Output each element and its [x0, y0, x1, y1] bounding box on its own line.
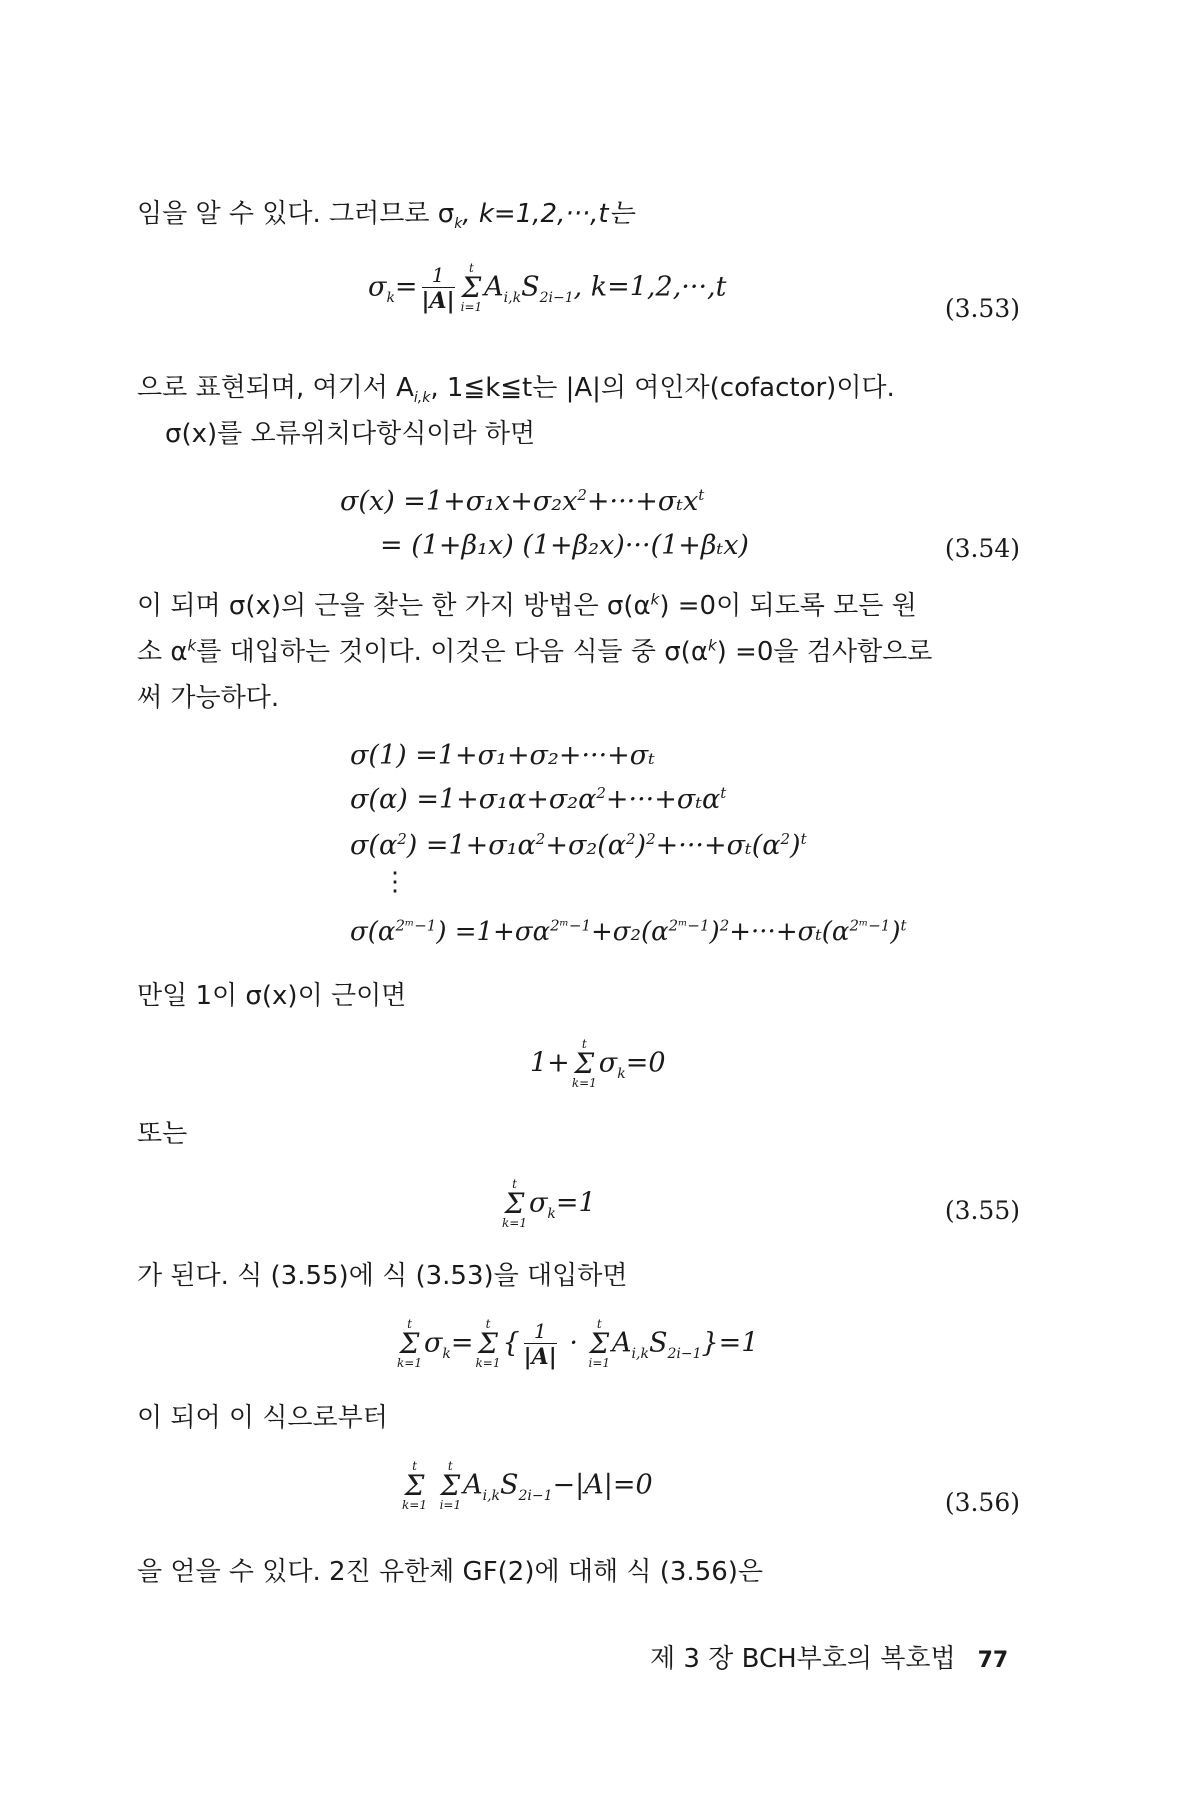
eqB-hi1: t	[407, 1317, 412, 1331]
eqB-brace: {	[502, 1327, 520, 1359]
sigma-symbol: Σ	[461, 271, 482, 304]
sigma-eq-alpha2	[350, 830, 807, 862]
s3b: ) =1+σ₁α	[406, 830, 536, 861]
sigma-eq-alpha	[350, 784, 726, 816]
eqB-A: A	[612, 1327, 632, 1359]
eq353-tail: , k=1,2,···,t	[573, 271, 727, 303]
eqB-lo2: k=1	[475, 1356, 501, 1370]
equation-substitution	[395, 1318, 758, 1370]
eq353-sum-hi: t	[468, 261, 474, 275]
eq353-frac-top: 1	[422, 263, 455, 288]
equation-3-55	[500, 1178, 596, 1230]
s4-sup6: t	[900, 916, 907, 935]
eq353-S: S	[521, 271, 540, 303]
s3d: )	[635, 830, 647, 861]
eqB-lo1: k=1	[397, 1356, 422, 1370]
line5-sup2: k	[707, 636, 717, 655]
sigma-symbol: Σ	[399, 1327, 420, 1360]
line5-mid: 를 대입하는 것이다. 이것은 다음 식들 중 σ(α	[196, 637, 708, 667]
eq356-S-sub: 2i−1	[518, 1487, 553, 1504]
sigma-symbol: Σ	[589, 1327, 610, 1360]
sigma-symbol: Σ	[504, 1187, 525, 1220]
equation-3-53	[368, 262, 726, 314]
s4-sup5: 2ᵐ−1	[849, 916, 891, 935]
s3c: +σ₂(α	[545, 830, 626, 861]
s3a: σ(α	[350, 830, 398, 861]
sigma-symbol: Σ	[478, 1327, 498, 1360]
eq356-S: S	[500, 1469, 519, 1501]
eqA-sub: k	[617, 1065, 626, 1082]
eq353-sum-lo: i=1	[460, 300, 483, 314]
eq356-sum2	[440, 1460, 462, 1512]
sigma-symbol: Σ	[574, 1047, 595, 1080]
s4b: ) =1+σα	[436, 917, 551, 947]
text-line-1	[137, 198, 634, 233]
eq356-post: −|A|=0	[552, 1469, 653, 1501]
vertical-ellipsis: ⋮	[382, 867, 408, 897]
eq356-sum1	[402, 1460, 427, 1512]
page-number: 77	[977, 1648, 1009, 1673]
sigma-eq-alpha-2m	[350, 916, 907, 948]
s2-sup: 2	[596, 784, 606, 802]
line2-sub: i,k	[413, 390, 431, 407]
eq353-S-sub: 2i−1	[539, 289, 574, 306]
eqB-S: S	[648, 1327, 668, 1359]
eq355-sum	[502, 1178, 527, 1230]
line1-text: 임을 알 수 있다. 그러므로 σ	[137, 199, 455, 229]
eq353-eq: =	[394, 271, 418, 303]
text-line-10: 이 되어 이 식으로부터	[137, 1403, 388, 1433]
eqB-sum3	[589, 1318, 611, 1370]
text-line-11: 을 얻을 수 있다. 2진 유한체 GF(2)에 대해 식 (3.56)은	[137, 1557, 764, 1587]
line5-sup: k	[187, 636, 197, 655]
eqA-post: =0	[625, 1047, 666, 1079]
s3f: )	[790, 830, 801, 861]
eqB-eq: =	[450, 1327, 474, 1359]
s3-sup1: 2	[397, 830, 407, 848]
eqA-sum	[572, 1038, 597, 1090]
eq355-lo: k=1	[502, 1216, 527, 1230]
line1-sub: k	[454, 216, 463, 233]
eq353-A: A	[484, 271, 504, 303]
eqB-lo3: i=1	[588, 1356, 611, 1370]
eqB-dot: ·	[560, 1327, 587, 1359]
s4f: )	[890, 917, 901, 947]
text-line-7: 만일 1이 σ(x)이 근이면	[137, 981, 407, 1011]
s4d: )	[709, 917, 720, 947]
s4a: σ(α	[350, 917, 396, 947]
eqB-hi3: t	[596, 1317, 602, 1331]
line5-tail: ) =0을 검사함으로	[716, 637, 933, 667]
s3-sup4: 2	[646, 830, 656, 848]
eqB-s1-sub: k	[442, 1345, 451, 1362]
eqB-s1: σ	[423, 1327, 443, 1359]
equation-number-3-55: (3.55)	[944, 1196, 1020, 1225]
eq356-hi1: t	[412, 1459, 417, 1473]
eq354-a2: +···+σₜx	[586, 486, 699, 517]
line1-tail: , k=1,2,···,t는	[462, 199, 634, 229]
s2a: σ(α) =1+σ₁α+σ₂α	[350, 784, 597, 815]
line4-sup: k	[650, 590, 660, 609]
eqB-S-sub: 2i−1	[667, 1345, 702, 1362]
eq355-body: σ	[528, 1187, 548, 1219]
sigma-eq-1: σ(1) =1+σ₁+σ₂+···+σₜ	[350, 740, 655, 771]
eq354-a-sup: 2	[577, 486, 587, 504]
text-line-4	[137, 590, 917, 622]
eqB-post: }=1	[701, 1327, 759, 1359]
eq354-a2-sup: t	[698, 486, 705, 504]
line2-tail: , 1≦k≦t는 |A|의 여인자(cofactor)이다.	[430, 373, 895, 403]
eqB-hi2: t	[485, 1317, 491, 1331]
eq356-lo2: i=1	[439, 1498, 462, 1512]
s3e: +···+σₜ(α	[655, 830, 781, 861]
s2b: +···+σₜα	[605, 784, 721, 815]
s4-sup1: 2ᵐ−1	[395, 916, 437, 935]
s4-sup4: 2	[719, 916, 730, 935]
equation-3-56	[400, 1460, 653, 1512]
eqB-fbot: |A|	[523, 1343, 557, 1370]
line5-text: 소 α	[137, 637, 188, 667]
text-line-3: σ(x)를 오류위치다항식이라 하면	[165, 419, 536, 449]
eqA-hi: t	[581, 1037, 587, 1051]
s3-sup3: 2	[625, 830, 636, 848]
eq356-A-sub: i,k	[482, 1487, 501, 1504]
eq355-sub: k	[547, 1205, 556, 1222]
eq354-a: σ(x) =1+σ₁x+σ₂x	[340, 486, 578, 517]
text-line-8: 또는	[137, 1119, 188, 1149]
eq353-A-sub: i,k	[503, 289, 522, 306]
eq355-post: =1	[555, 1187, 596, 1219]
line4-text: 이 되며 σ(x)의 근을 찾는 한 가지 방법은 σ(α	[137, 591, 651, 621]
s4-sup2: 2ᵐ−1	[550, 916, 591, 935]
eq353-lhs: σ	[368, 271, 387, 303]
eqB-ftop: 1	[524, 1319, 557, 1344]
eq356-hi2: t	[447, 1459, 453, 1473]
line2-text: 으로 표현되며, 여기서 A	[137, 373, 414, 403]
eqA-body: σ	[598, 1047, 618, 1079]
eq353-frac-bot: |A|	[421, 287, 455, 314]
s4-sup3: 2ᵐ−1	[668, 916, 710, 935]
equation-number-3-56: (3.56)	[944, 1488, 1020, 1517]
equation-sum-zero	[530, 1038, 666, 1090]
sigma-symbol: Σ	[440, 1469, 461, 1502]
eq353-lhs-sub: k	[386, 289, 395, 306]
eq356-A: A	[463, 1469, 483, 1501]
s4e: +···+σₜ(α	[729, 917, 850, 947]
equation-3-54-line1	[340, 486, 704, 518]
eq356-lo1: k=1	[402, 1498, 427, 1512]
text-line-2	[137, 372, 895, 407]
eq355-hi: t	[512, 1177, 517, 1191]
eqB-fraction	[524, 1319, 557, 1370]
line4-tail: ) =0이 되도록 모든 원	[659, 591, 917, 621]
eq353-fraction	[422, 263, 455, 314]
eqB-sum2	[476, 1318, 501, 1370]
eqA-pre: 1+	[530, 1047, 570, 1079]
eq353-sum	[461, 262, 483, 314]
sigma-symbol: Σ	[404, 1469, 425, 1502]
s4c: +σ₂(α	[591, 917, 669, 947]
s3-sup6: t	[800, 830, 807, 848]
eqA-lo: k=1	[571, 1076, 597, 1090]
text-line-5	[137, 636, 932, 668]
chapter-heading: 제 3 장 BCH부호의 복호법	[650, 1644, 956, 1674]
s2-sup2: t	[720, 784, 727, 802]
eqB-sum1	[397, 1318, 422, 1370]
equation-number-3-54: (3.54)	[944, 534, 1020, 563]
page-footer	[650, 1638, 1008, 1675]
text-line-6: 써 가능하다.	[137, 683, 280, 713]
s3-sup5: 2	[780, 830, 791, 848]
text-line-9: 가 된다. 식 (3.55)에 식 (3.53)을 대입하면	[137, 1261, 628, 1291]
equation-3-54-line2: = (1+β₁x) (1+β₂x)···(1+βₜx)	[380, 530, 749, 561]
s3-sup2: 2	[535, 830, 546, 848]
equation-number-3-53: (3.53)	[944, 294, 1020, 323]
eqB-A-sub: i,k	[631, 1345, 649, 1362]
